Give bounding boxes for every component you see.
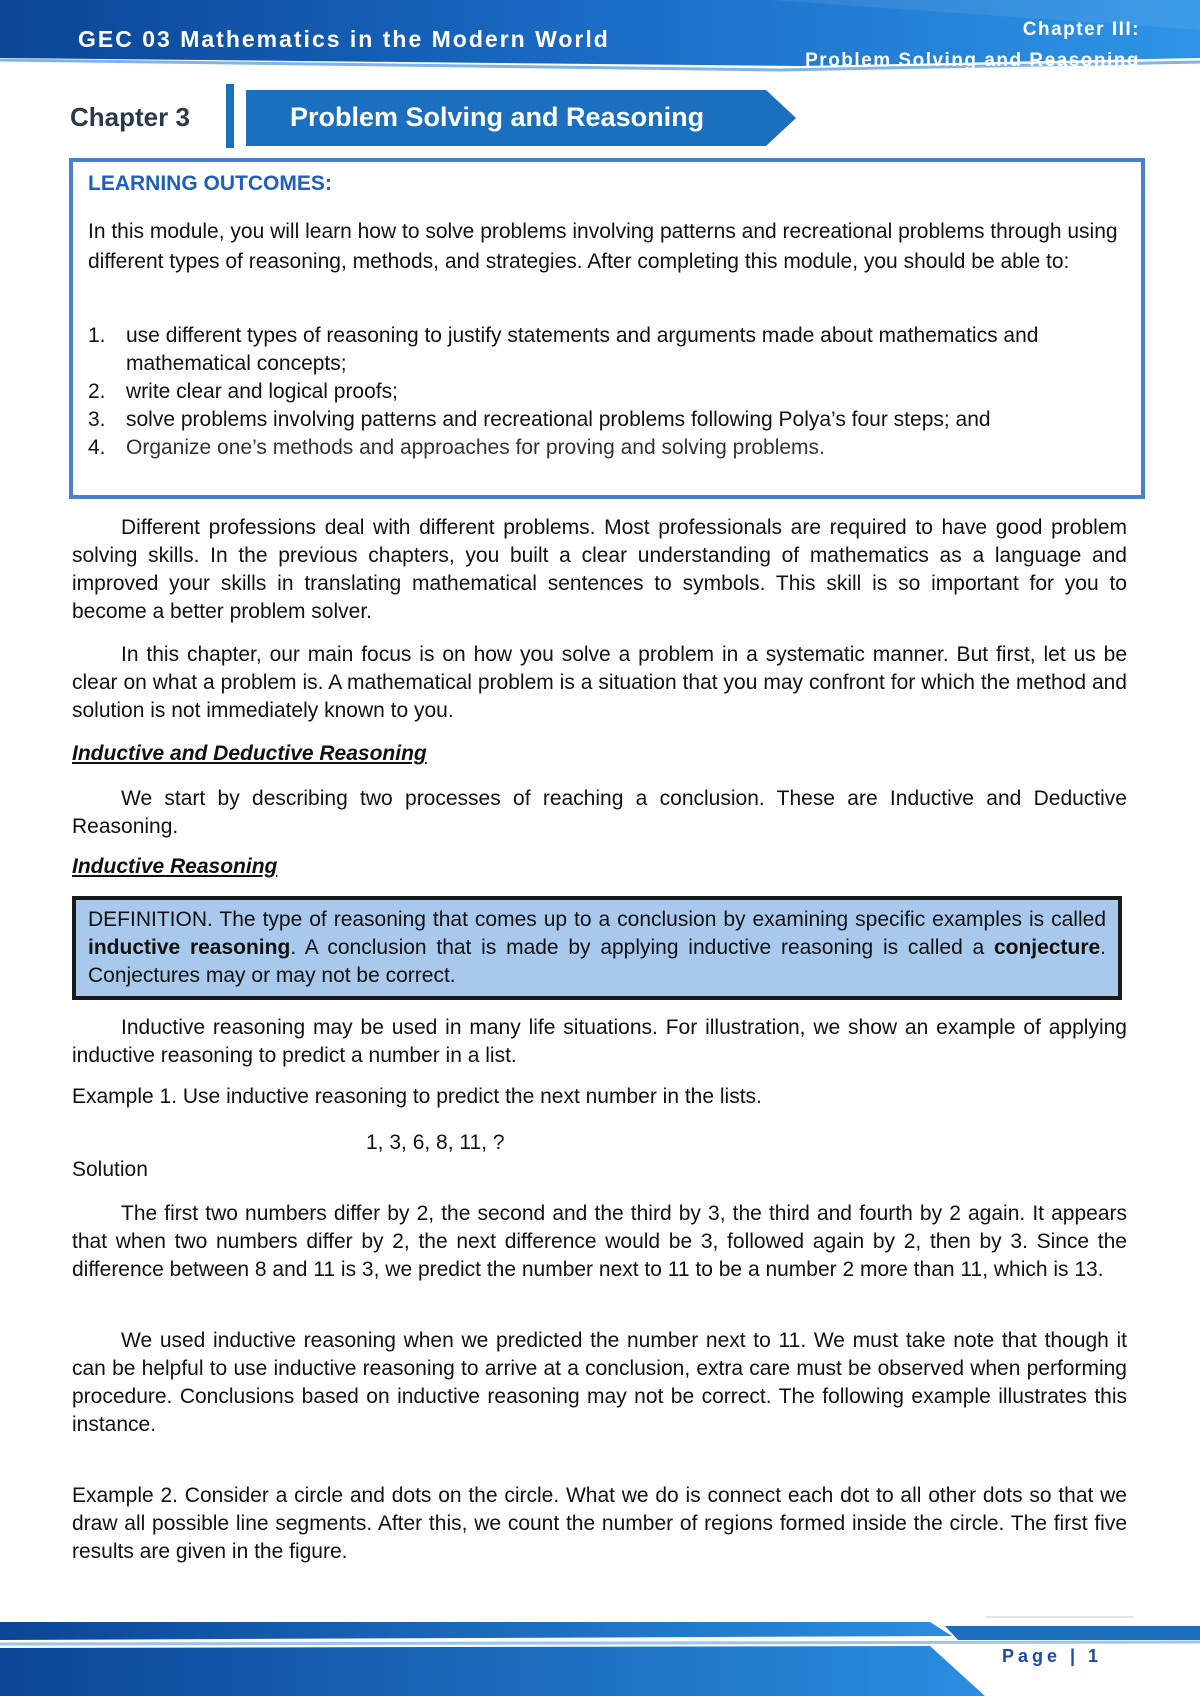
example-1-statement: Example 1. Use inductive reasoning to predict the next number in the lists. [72, 1085, 762, 1108]
learning-outcomes-intro: In this module, you will learn how to solve problems involving patterns and recreational problems through using different types of reasoning, methods, and strategies. After completing this module, you should be able to: [88, 220, 1118, 273]
chapter-header-label: Chapter III: [1022, 19, 1140, 40]
list-item [88, 406, 1138, 434]
number-sequence: 1, 3, 6, 8, 11, ? [366, 1131, 505, 1154]
header-banner [0, 0, 1200, 80]
list-item-number: 1. [88, 324, 106, 347]
paragraph-professions: Different professions deal with different problems. Most professionals are required to have good problem solving skills. In the previous chapters, you built a clear understanding of mathematics as a language and improved your skills in translating mathematical sentences to symbols. This skill is so important for you to become a better problem solver. [72, 516, 1127, 623]
list-item-text: solve problems involving patterns and recreational problems following Polya’s four steps; and [126, 408, 991, 431]
heading-inductive-deductive: Inductive and Deductive Reasoning [72, 742, 427, 765]
paragraph-take-note: We used inductive reasoning when we predicted the number next to 11. We must take note that though it can be helpful to use inductive reasoning to arrive at a conclusion, extra care must be observed when performing procedure. Conclusions based on inductive reasoning may not be correct. The following example illustrates this instance. [72, 1329, 1127, 1436]
heading-inductive-reasoning: Inductive Reasoning [72, 855, 278, 878]
paragraph-solution: The first two numbers differ by 2, the second and the third by 3, the third and fourth by 2 again. It appears that when two numbers differ by 2, the next difference would be 3, followed again by 2, then by 3. Since the difference between 8 and 11 is 3, we predict the number next to 11 to be a number 2 more than 11, which is 13. [72, 1202, 1127, 1281]
paragraph-two-processes: We start by describing two processes of reaching a conclusion. These are Inductive and Deductive Reasoning. [72, 787, 1127, 838]
page-number: Page | 1 [1002, 1646, 1103, 1666]
chapter-label: Chapter 3 [70, 102, 190, 132]
list-item [88, 378, 1138, 406]
paragraph-life-situations: Inductive reasoning may be used in many life situations. For illustration, we show an example of applying inductive reasoning to predict a number in a list. [72, 1016, 1127, 1067]
list-item-number: 2. [88, 380, 106, 403]
chapter-header [805, 14, 1140, 76]
list-item [88, 322, 1138, 378]
chapter-header-subtitle: Problem Solving and Reasoning [805, 50, 1140, 71]
list-item-number: 3. [88, 408, 106, 431]
list-item-text: Organize one’s methods and approaches for proving and solving problems. [126, 436, 825, 459]
learning-outcomes-list [88, 322, 1138, 462]
list-item-text: use different types of reasoning to justify statements and arguments made about mathematics and mathematical concepts; [126, 324, 1039, 375]
course-title: GEC 03 Mathematics in the Modern World [78, 26, 610, 52]
chapter-title: Problem Solving and Reasoning [290, 102, 705, 132]
definition-part: . A conclusion that is made by applying inductive reasoning is called a [290, 936, 994, 959]
definition-part: . Conjectures may or may not be correct. [88, 936, 1107, 987]
list-item-number: 4. [88, 436, 106, 459]
paragraph-main-focus: In this chapter, our main focus is on how you solve a problem in a systematic manner. But first, let us be clear on what a problem is. A mathematical problem is a situation that you may confront for which the method and solution is not immediately known to you. [72, 643, 1127, 722]
example-2-statement: Example 2. Consider a circle and dots on the circle. What we do is connect each dot to all other dots so that we draw all possible line segments. After this, we count the number of regions formed inside the circle. The first five results are given in the figure. [72, 1484, 1127, 1563]
solution-label: Solution [72, 1158, 148, 1181]
learning-outcomes-title: LEARNING OUTCOMES: [88, 172, 332, 195]
definition-term: inductive reasoning [88, 936, 291, 959]
list-item-text: write clear and logical proofs; [126, 380, 398, 403]
definition-term: conjecture [993, 936, 1101, 959]
definition-part: DEFINITION. The type of reasoning that comes up to a conclusion by examining specific examples is called [88, 908, 1106, 931]
chapter-divider [226, 84, 234, 148]
list-item [88, 434, 1138, 462]
definition-text [88, 906, 1106, 990]
